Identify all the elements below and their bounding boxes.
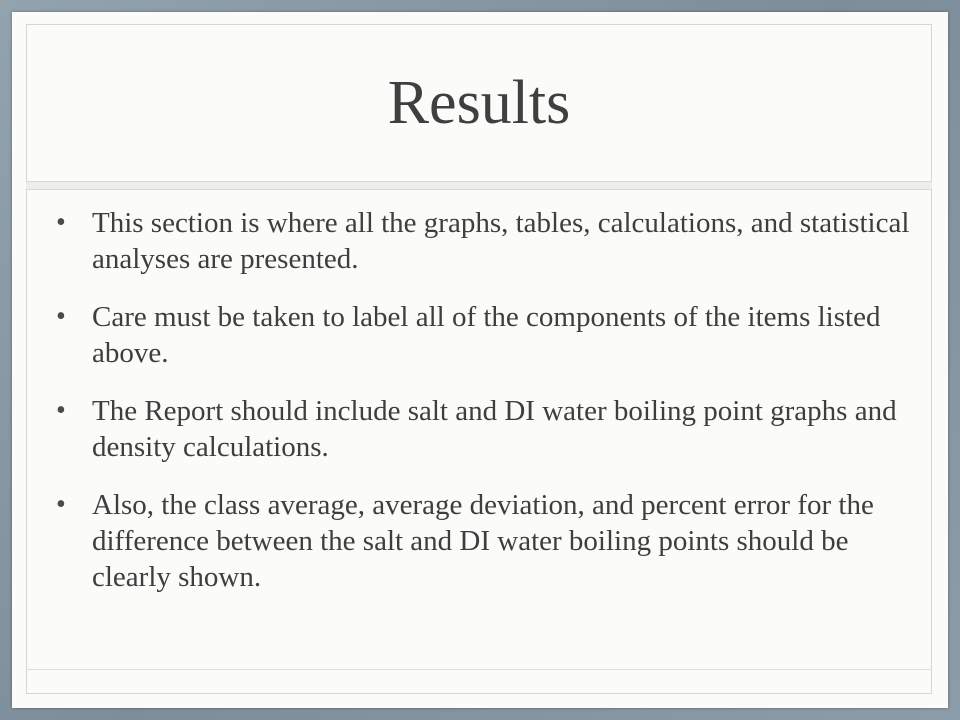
title-area [26, 24, 932, 181]
bullet-item [52, 487, 912, 595]
slide-title: Results [387, 68, 571, 137]
bullet-text: The Report should include salt and DI water boiling point graphs and density calculations. [92, 395, 897, 463]
bullet-item [52, 205, 912, 277]
title-divider [26, 181, 932, 190]
bullet-list [52, 205, 912, 617]
bullet-dot-icon: • [56, 301, 66, 332]
bullet-dot-icon: • [56, 207, 66, 238]
bullet-dot-icon: • [56, 395, 66, 426]
bottom-divider [26, 669, 932, 670]
bullet-dot-icon: • [56, 489, 66, 520]
bullet-item [52, 299, 912, 371]
bullet-text: Care must be taken to label all of the components of the items listed above. [92, 301, 881, 369]
slide [12, 12, 948, 708]
bullet-text: Also, the class average, average deviation, and percent error for the difference between the salt and DI water boiling points should be clearly shown. [92, 489, 874, 593]
bullet-item [52, 393, 912, 465]
bullet-text: This section is where all the graphs, tables, calculations, and statistical analyses are presented. [92, 207, 910, 275]
